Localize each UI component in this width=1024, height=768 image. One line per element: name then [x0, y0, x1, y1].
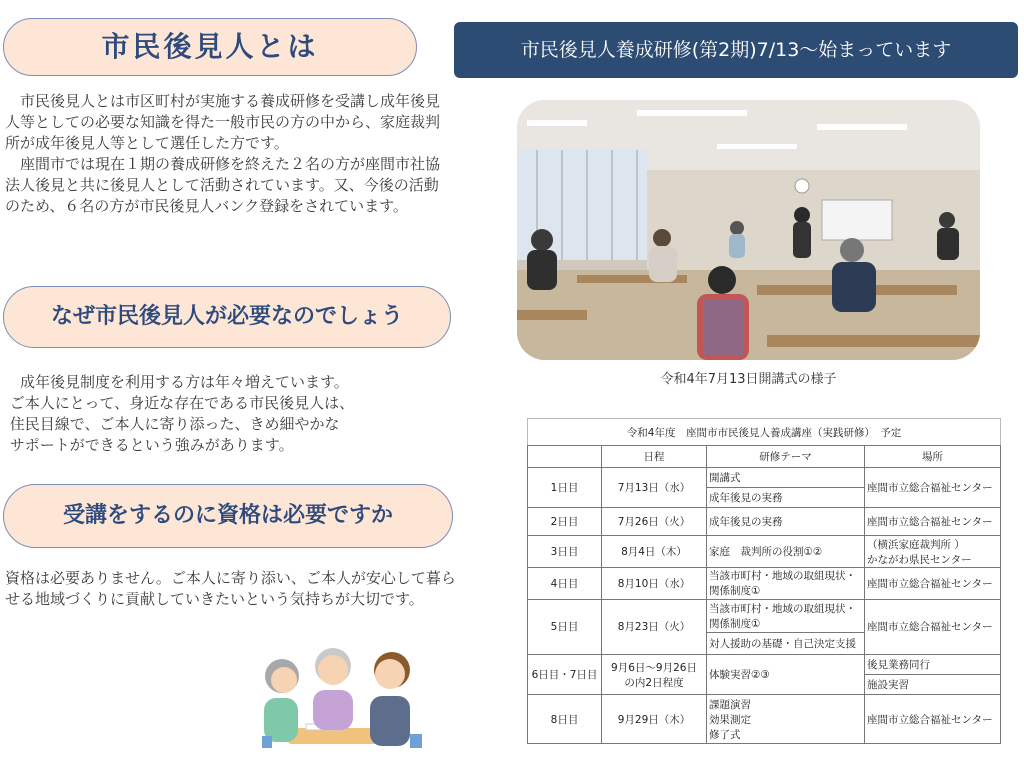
man-body — [313, 690, 353, 730]
classroom-photo-illustration — [517, 100, 980, 360]
chair-left — [262, 736, 272, 748]
heading-what-is-citizen-guardian: 市民後見人とは — [3, 18, 417, 76]
header-theme: 研修テーマ — [707, 446, 865, 467]
intro-text-1: 市民後見人とは市区町村が実施する養成研修を受講し成年後見人等としての必要な知識を得た一般市民の方の中から、家庭裁判所が成年後見人等として選任した方です。 — [5, 92, 441, 152]
row8-theme2: 効果測定 — [709, 713, 751, 726]
row8-date: 9月29日（木） — [602, 695, 707, 744]
row8-theme — [707, 695, 865, 744]
seniors-illustration — [258, 640, 428, 750]
row6-theme: 体験実習②③ — [707, 654, 865, 694]
row5-place: 座間市立総合福祉センター — [865, 600, 1001, 655]
row3-place — [865, 536, 1001, 567]
row8-place: 座間市立総合福祉センター — [865, 695, 1001, 744]
training-banner: 市民後見人養成研修(第2期)7/13〜始まっています — [454, 22, 1018, 78]
row4-place: 座間市立総合福祉センター — [865, 567, 1001, 599]
row4-theme — [707, 567, 865, 599]
row1-date: 7月13日（水） — [602, 467, 707, 507]
row5-theme1: 当該市町村・地域の取組現状・ — [709, 602, 856, 615]
training-schedule-table — [527, 418, 1001, 744]
row2-place: 座間市立総合福祉センター — [865, 508, 1001, 536]
intro-text-2: 座間市では現在１期の養成研修を終えた２名の方が座間市社協法人後見と共に後見人として活動されています。又、今後の活動のため、６名の方が市民後見人バンク登録をされています。 — [5, 155, 441, 215]
row2-day: 2日目 — [528, 508, 602, 536]
table-title: 令和4年度 座間市市民後見人養成講座（実践研修） 予定 — [528, 419, 1001, 446]
row1-theme2: 成年後見の実務 — [707, 487, 865, 507]
row8-day: 8日目 — [528, 695, 602, 744]
header-date: 日程 — [602, 446, 707, 467]
row2-date: 7月26日（火） — [602, 508, 707, 536]
row5-date: 8月23日（火） — [602, 600, 707, 655]
row6-day: 6日目・7日目 — [528, 654, 602, 694]
row5-theme3: 対人援助の基礎・自己決定支援 — [707, 632, 865, 654]
row3-place2: かながわ県民センター — [867, 553, 972, 566]
row6-date2: の内2日程度 — [624, 676, 684, 689]
row3-date: 8月4日（木） — [602, 536, 707, 567]
row6-place1: 後見業務同行 — [865, 654, 1001, 674]
why-text-1: 成年後見制度を利用する方は年々増えています。 — [5, 373, 349, 391]
row4-theme2: 関係制度① — [709, 585, 761, 598]
row3-place1: （横浜家庭裁判所 ） — [867, 538, 965, 551]
intro-paragraph — [5, 91, 445, 217]
heading-qualification: 受講をするのに資格は必要ですか — [3, 484, 453, 548]
right-man-face — [375, 659, 405, 689]
row8-theme3: 修了式 — [709, 728, 741, 741]
why-text-3: 住民目線で、ご本人に寄り添った、きめ細やかな — [5, 415, 340, 433]
row4-day: 4日目 — [528, 567, 602, 599]
row5-theme2: 関係制度① — [709, 617, 761, 630]
chair-right — [410, 734, 422, 748]
row1-place: 座間市立総合福祉センター — [865, 467, 1001, 507]
right-man-body — [370, 696, 410, 746]
row6-place2: 施設実習 — [865, 675, 1001, 695]
row8-theme1: 課題演習 — [709, 698, 751, 711]
row6-date1: 9月6日〜9月26日 — [611, 661, 697, 674]
row5-theme-a — [707, 600, 865, 632]
qualification-paragraph: 資格は必要ありません。ご本人に寄り添い、ご本人が安心して暮らせる地域づくりに貢献していきたいという気持ちが大切です。 — [5, 569, 456, 608]
row1-theme1: 開講式 — [707, 467, 865, 487]
why-text-4: サポートができるという強みがあります。 — [5, 436, 294, 454]
photo-caption: 令和4年7月13日開講式の様子 — [660, 372, 837, 387]
opening-ceremony-photo — [517, 100, 980, 360]
row4-theme1: 当該市町村・地域の取組現状・ — [709, 570, 856, 583]
row2-theme: 成年後見の実務 — [707, 508, 865, 536]
man-face — [318, 655, 348, 685]
row5-day: 5日目 — [528, 600, 602, 655]
row4-date: 8月10日（水） — [602, 567, 707, 599]
row6-date — [602, 654, 707, 694]
header-place: 場所 — [865, 446, 1001, 467]
woman-body — [264, 698, 298, 742]
header-empty — [528, 446, 602, 467]
row3-day: 3日目 — [528, 536, 602, 567]
why-text-2: ご本人にとって、身近な存在である市民後見人は、 — [5, 394, 355, 412]
woman-face — [271, 667, 297, 693]
row1-day: 1日目 — [528, 467, 602, 507]
row3-theme: 家庭 裁判所の役割①② — [707, 536, 865, 567]
why-paragraph — [5, 372, 445, 456]
heading-why-needed: なぜ市民後見人が必要なのでしょう — [3, 286, 451, 348]
